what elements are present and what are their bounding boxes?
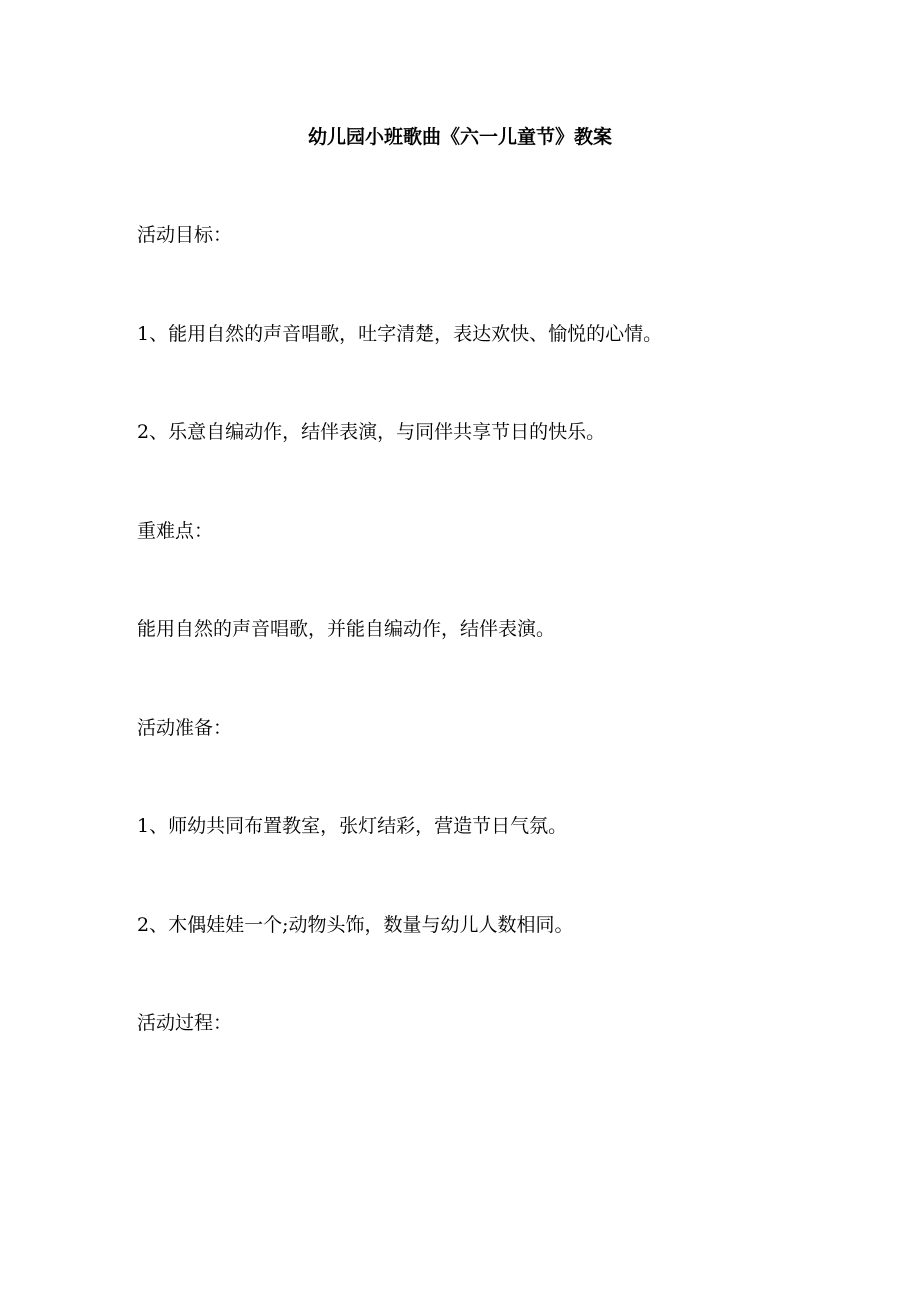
preparation-item-1: 1、师幼共同布置教室，张灯结彩，营造节日气氛。 — [137, 815, 568, 837]
goal-item-2: 2、乐意自编动作，结伴表演，与同伴共享节日的快乐。 — [137, 421, 606, 443]
heading-key-points: 重难点： — [137, 520, 214, 542]
heading-activity-goals: 活动目标： — [137, 224, 233, 246]
heading-preparation: 活动准备： — [137, 717, 233, 739]
preparation-item-2: 2、木偶娃娃一个;动物头饰，数量与幼儿人数相同。 — [137, 914, 574, 936]
key-points-text: 能用自然的声音唱歌，并能自编动作，结伴表演。 — [137, 618, 556, 640]
heading-process: 活动过程： — [137, 1012, 233, 1034]
goal-item-1: 1、能用自然的声音唱歌，吐字清楚，表达欢快、愉悦的心情。 — [137, 323, 663, 345]
document-title: 幼儿园小班歌曲《六一儿童节》教案 — [307, 126, 612, 148]
